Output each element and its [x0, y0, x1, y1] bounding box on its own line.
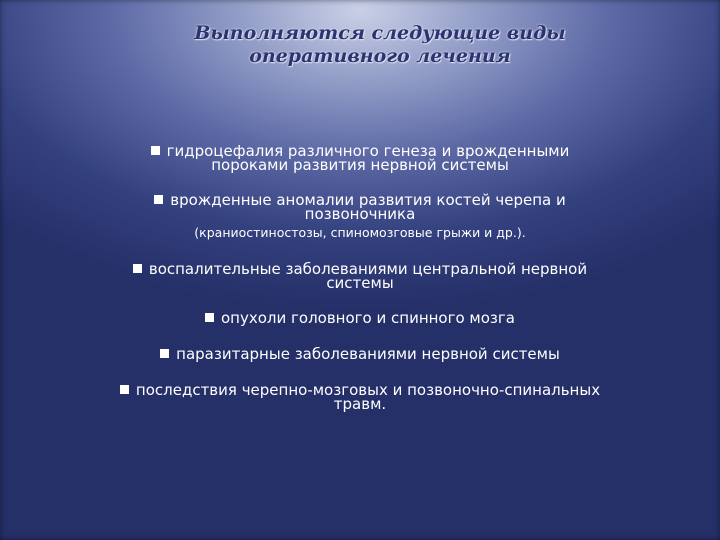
list-item-text: паразитарные заболеваниями нервной системы	[176, 345, 560, 363]
list-item-text: гидроцефалия различного генеза и врожденными	[166, 142, 570, 160]
list-item-line: системы	[326, 274, 394, 292]
square-bullet-icon	[154, 195, 163, 204]
list-item-trauma-consequences	[90, 383, 630, 411]
slide-title-line-2: оперативного лечения	[249, 45, 511, 67]
list-item-line: позвоночника	[304, 205, 416, 223]
square-bullet-icon	[120, 385, 129, 394]
square-bullet-icon	[151, 146, 160, 155]
list-item-line: травм.	[333, 395, 387, 413]
list-item-text: опухоли головного и спинного мозга	[221, 309, 515, 327]
list-item-line	[140, 347, 580, 361]
list-item-text: последствия черепно-мозговых и позвоночно-спинальных	[135, 381, 601, 399]
list-item-congenital-anomalies	[140, 193, 580, 241]
slide-title	[110, 22, 650, 68]
square-bullet-icon	[133, 264, 142, 273]
list-item-parasitic-diseases	[140, 347, 580, 361]
square-bullet-icon	[160, 349, 169, 358]
list-item-text: воспалительные заболеваниями центральной нервной	[148, 260, 588, 278]
list-item-hydrocephalus	[140, 144, 580, 172]
square-bullet-icon	[205, 313, 214, 322]
slide-title-line-1: Выполняются следующие виды	[194, 22, 566, 44]
list-item-note: (краниостиностозы, спиномозговые грыжи и др.).	[194, 225, 526, 240]
list-item-line	[160, 311, 560, 325]
list-item-tumors	[160, 311, 560, 325]
list-item-inflammatory-diseases	[110, 262, 610, 290]
list-item-line: пороками развития нервной системы	[211, 156, 509, 174]
list-item-text: врожденные аномалии развития костей черепа и	[170, 191, 566, 209]
